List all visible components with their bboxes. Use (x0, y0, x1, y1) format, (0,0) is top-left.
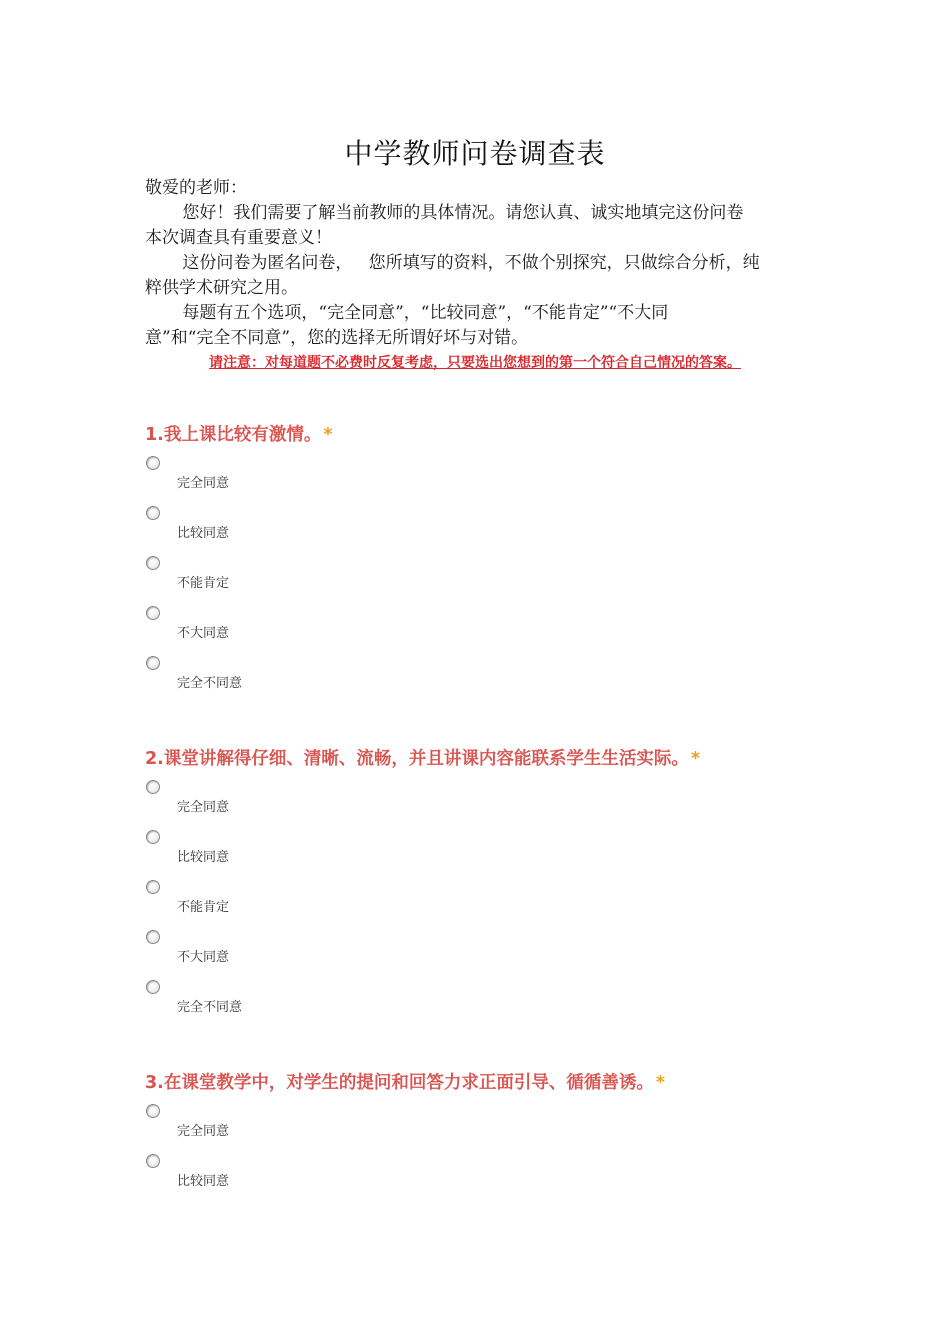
option-label: 完全同意 (177, 800, 230, 815)
intro-paragraph-3-line-1: 每题有五个选项，“完全同意”，“比较同意”，“不能肯定”“不大同 (182, 303, 669, 323)
question-text: 3.在课堂教学中，对学生的提问和回答力求正面引导、循循善诱。 (145, 1073, 654, 1093)
question-2 (145, 746, 845, 1030)
question-title (145, 746, 845, 772)
radio-button[interactable] (146, 606, 160, 620)
intro-paragraph-3-line-2: 意”和“完全不同意”，您的选择无所谓好坏与对错。 (145, 328, 529, 348)
intro-paragraph-1-line-1: 您好！我们需要了解当前教师的具体情况。请您认真、诚实地填完这份问卷 (182, 203, 744, 223)
intro-paragraph-2-line-2: 粹供学术研究之用。 (145, 278, 298, 298)
option-item[interactable] (145, 1154, 845, 1204)
notice-text: 请注意：对每道题不必费时反复考虑，只要选出您想到的第一个符合自己情况的答案。 (209, 355, 741, 371)
radio-button[interactable] (146, 980, 160, 994)
question-title (145, 422, 845, 448)
radio-button[interactable] (146, 780, 160, 794)
option-item[interactable] (145, 780, 845, 830)
option-label: 比较同意 (177, 526, 230, 541)
radio-button[interactable] (146, 830, 160, 844)
option-item[interactable] (145, 606, 845, 656)
radio-button[interactable] (146, 506, 160, 520)
question-text: 1.我上课比较有激情。 (145, 425, 322, 445)
option-item[interactable] (145, 506, 845, 556)
option-label: 完全同意 (177, 1124, 230, 1139)
option-label: 完全不同意 (177, 676, 243, 691)
question-title (145, 1070, 845, 1096)
option-item[interactable] (145, 1104, 845, 1154)
option-label: 不能肯定 (177, 900, 230, 915)
intro-text (145, 176, 810, 351)
required-mark: * (323, 425, 333, 445)
required-mark: * (690, 749, 700, 769)
option-item[interactable] (145, 880, 845, 930)
option-item[interactable] (145, 980, 845, 1030)
radio-button[interactable] (146, 656, 160, 670)
question-3 (145, 1070, 845, 1204)
required-mark: * (655, 1073, 665, 1093)
intro-paragraph-2-line-1: 这份问卷为匿名问卷， 您所填写的资料，不做个别探究，只做综合分析，纯 (182, 253, 760, 273)
option-label: 不大同意 (177, 950, 230, 965)
intro-paragraph-1-line-2: 本次调查具有重要意义！ (145, 228, 332, 248)
page-title: 中学教师问卷调查表 (344, 137, 606, 170)
option-label: 比较同意 (177, 850, 230, 865)
option-item[interactable] (145, 830, 845, 880)
question-1 (145, 422, 845, 706)
option-label: 完全同意 (177, 476, 230, 491)
option-item[interactable] (145, 456, 845, 506)
option-item[interactable] (145, 656, 845, 706)
radio-button[interactable] (146, 1154, 160, 1168)
radio-button[interactable] (146, 456, 160, 470)
greeting: 敬爱的老师： (145, 178, 247, 198)
option-item[interactable] (145, 556, 845, 606)
option-label: 比较同意 (177, 1174, 230, 1189)
option-item[interactable] (145, 930, 845, 980)
option-label: 不能肯定 (177, 576, 230, 591)
radio-button[interactable] (146, 880, 160, 894)
option-label: 不大同意 (177, 626, 230, 641)
radio-button[interactable] (146, 556, 160, 570)
question-text: 2.课堂讲解得仔细、清晰、流畅，并且讲课内容能联系学生生活实际。 (145, 749, 689, 769)
option-label: 完全不同意 (177, 1000, 243, 1015)
radio-button[interactable] (146, 930, 160, 944)
radio-button[interactable] (146, 1104, 160, 1118)
